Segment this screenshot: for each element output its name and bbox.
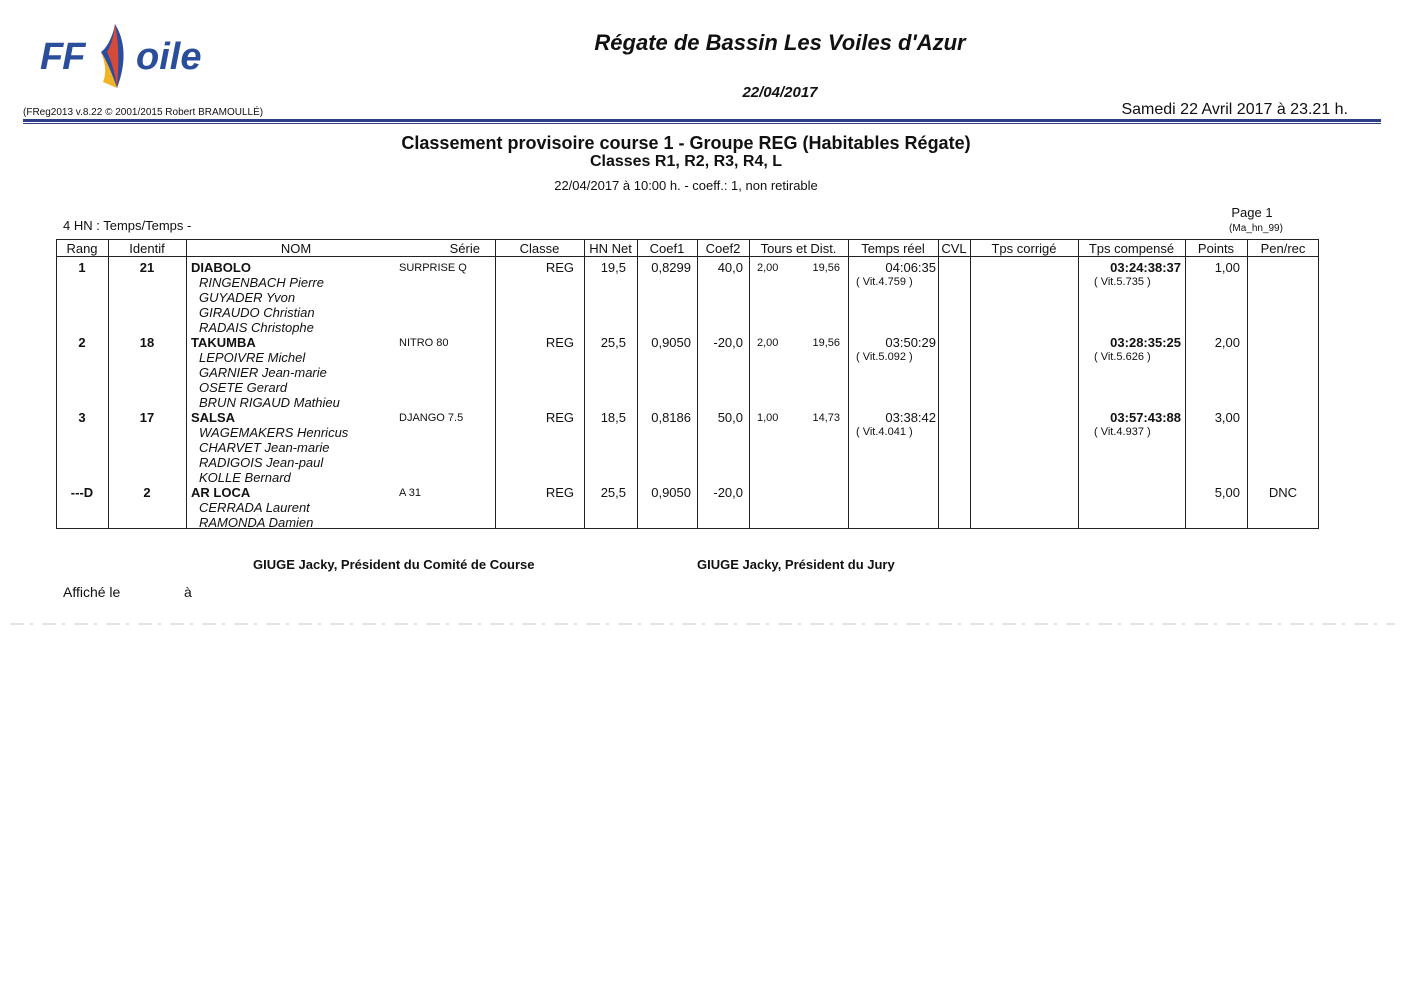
tours-cell: 2,00 — [757, 337, 779, 349]
crew-member: GARNIER Jean-marie — [199, 365, 327, 380]
classes-subtitle: Classes R1, R2, R3, R4, L — [589, 153, 783, 170]
points-cell: 5,00 — [1214, 485, 1240, 500]
column-divider — [970, 239, 971, 529]
column-divider — [938, 239, 939, 529]
serie-cell: SURPRISE Q — [399, 262, 467, 274]
column-header: Points — [1197, 241, 1235, 256]
coef2-cell: -20,0 — [713, 485, 743, 500]
pen-rec-cell: DNC — [1268, 485, 1298, 500]
ranking-title: Classement provisoire course 1 - Groupe REG (Habitables Régate) — [401, 133, 971, 153]
rank-cell: 2 — [78, 335, 86, 350]
identif-cell: 18 — [139, 335, 155, 350]
column-divider — [749, 239, 750, 529]
coef2-cell: 50,0 — [717, 410, 743, 425]
rank-cell: 1 — [78, 260, 86, 275]
page-number: Page 1 — [1231, 205, 1273, 220]
speed-compense-cell: ( Vit.4.937 ) — [1094, 426, 1151, 438]
column-header: Tours et Dist. — [760, 241, 837, 256]
tours-cell: 1,00 — [757, 412, 779, 424]
crew-member: OSETE Gerard — [199, 380, 288, 395]
distance-cell: 19,56 — [812, 337, 840, 349]
hn-mode: 4 HN : Temps/Temps - — [63, 218, 192, 233]
affiche-label: Affiché le — [63, 584, 121, 600]
column-header: Classe — [519, 241, 560, 256]
crew-member: BRUN RIGAUD Mathieu — [199, 395, 340, 410]
crew-member: KOLLE Bernard — [199, 470, 291, 485]
column-header: Temps réel — [861, 241, 925, 256]
classe-cell: REG — [545, 335, 574, 350]
coef1-cell: 0,9050 — [651, 485, 691, 500]
crew-member: LEPOIVRE Michel — [199, 350, 306, 365]
page-title: Régate de Bassin Les Voiles d'Azur — [594, 30, 966, 55]
crew-member: CHARVET Jean-marie — [199, 440, 330, 455]
boat-name: AR LOCA — [191, 485, 251, 500]
column-divider — [848, 239, 849, 529]
boat-name: DIABOLO — [191, 260, 251, 275]
speed-reel-cell: ( Vit.5.092 ) — [856, 351, 913, 363]
identif-cell: 17 — [139, 410, 155, 425]
software-credit: (FReg2013 v.8.22 © 2001/2015 Robert BRAMOULLÉ) — [23, 107, 264, 118]
column-header: Coef2 — [705, 241, 741, 256]
tps-compense-cell: 03:24:38:37 — [1110, 260, 1181, 275]
rank-cell: 3 — [78, 410, 86, 425]
coef2-cell: -20,0 — [713, 335, 743, 350]
print-timestamp: Samedi 22 Avril 2017 à 23.21 h. — [1121, 101, 1348, 118]
column-header: Rang — [66, 241, 98, 256]
scan-artifact — [0, 620, 1403, 628]
sail-logo-icon — [95, 22, 139, 92]
column-header: HN Net — [589, 241, 632, 256]
distance-cell: 14,73 — [812, 412, 840, 424]
crew-member: RADIGOIS Jean-paul — [199, 455, 324, 470]
column-divider — [186, 239, 187, 529]
coef1-cell: 0,8186 — [651, 410, 691, 425]
crew-member: RINGENBACH Pierre — [199, 275, 324, 290]
classe-cell: REG — [545, 260, 574, 275]
column-header: CVL — [941, 241, 967, 256]
column-header: Coef1 — [649, 241, 685, 256]
hn-net-cell: 18,5 — [600, 410, 626, 425]
identif-cell: 21 — [139, 260, 155, 275]
classe-cell: REG — [545, 410, 574, 425]
serie-cell: A 31 — [399, 487, 422, 499]
rank-cell: ---D — [70, 485, 94, 500]
distance-cell: 19,56 — [812, 262, 840, 274]
identif-cell: 2 — [143, 485, 151, 500]
tps-compense-cell: 03:28:35:25 — [1110, 335, 1181, 350]
boat-name: TAKUMBA — [191, 335, 256, 350]
logo-oile-text: oile — [136, 36, 202, 78]
coef1-cell: 0,9050 — [651, 335, 691, 350]
serie-cell: DJANGO 7.5 — [399, 412, 464, 424]
column-header: Identif — [129, 241, 165, 256]
hn-net-cell: 25,5 — [600, 485, 626, 500]
temps-reel-cell: 04:06:35 — [885, 260, 936, 275]
crew-member: GUYADER Yvon — [199, 290, 296, 305]
race-info: 22/04/2017 à 10:00 h. - coeff.: 1, non retirable — [554, 178, 818, 193]
column-header: NOM — [280, 241, 312, 256]
column-divider — [1078, 239, 1079, 529]
header-rule-thin — [23, 123, 1381, 124]
hn-net-cell: 19,5 — [600, 260, 626, 275]
hn-net-cell: 25,5 — [600, 335, 626, 350]
header-rule — [23, 119, 1381, 122]
column-header: Pen/rec — [1260, 241, 1306, 256]
speed-reel-cell: ( Vit.4.759 ) — [856, 276, 913, 288]
crew-member: GIRAUDO Christian — [199, 305, 315, 320]
points-cell: 2,00 — [1214, 335, 1240, 350]
crew-member: RAMONDA Damien — [199, 515, 314, 530]
speed-compense-cell: ( Vit.5.626 ) — [1094, 351, 1151, 363]
column-header: Tps corrigé — [991, 241, 1057, 256]
column-header: Série — [449, 241, 480, 256]
ffvoile-logo — [40, 22, 210, 92]
speed-reel-cell: ( Vit.4.041 ) — [856, 426, 913, 438]
signature-jury: GIUGE Jacky, Président du Jury — [697, 557, 895, 572]
coef2-cell: 40,0 — [717, 260, 743, 275]
coef1-cell: 0,8299 — [651, 260, 691, 275]
logo-ff-text: FF — [40, 36, 85, 78]
serie-cell: NITRO 80 — [399, 337, 449, 349]
crew-member: WAGEMAKERS Henricus — [199, 425, 349, 440]
points-cell: 1,00 — [1214, 260, 1240, 275]
tours-cell: 2,00 — [757, 262, 779, 274]
points-cell: 3,00 — [1214, 410, 1240, 425]
boat-name: SALSA — [191, 410, 236, 425]
classe-cell: REG — [545, 485, 574, 500]
crew-member: CERRADA Laurent — [199, 500, 310, 515]
page-code: (Ma_hn_99) — [1229, 223, 1283, 234]
crew-member: RADAIS Christophe — [199, 320, 314, 335]
speed-compense-cell: ( Vit.5.735 ) — [1094, 276, 1151, 288]
affiche-a: à — [184, 584, 192, 600]
temps-reel-cell: 03:38:42 — [885, 410, 936, 425]
column-header: Tps compensé — [1088, 241, 1175, 256]
event-date: 22/04/2017 — [742, 84, 818, 101]
temps-reel-cell: 03:50:29 — [885, 335, 936, 350]
tps-compense-cell: 03:57:43:88 — [1110, 410, 1181, 425]
signature-course: GIUGE Jacky, Président du Comité de Course — [253, 557, 535, 572]
